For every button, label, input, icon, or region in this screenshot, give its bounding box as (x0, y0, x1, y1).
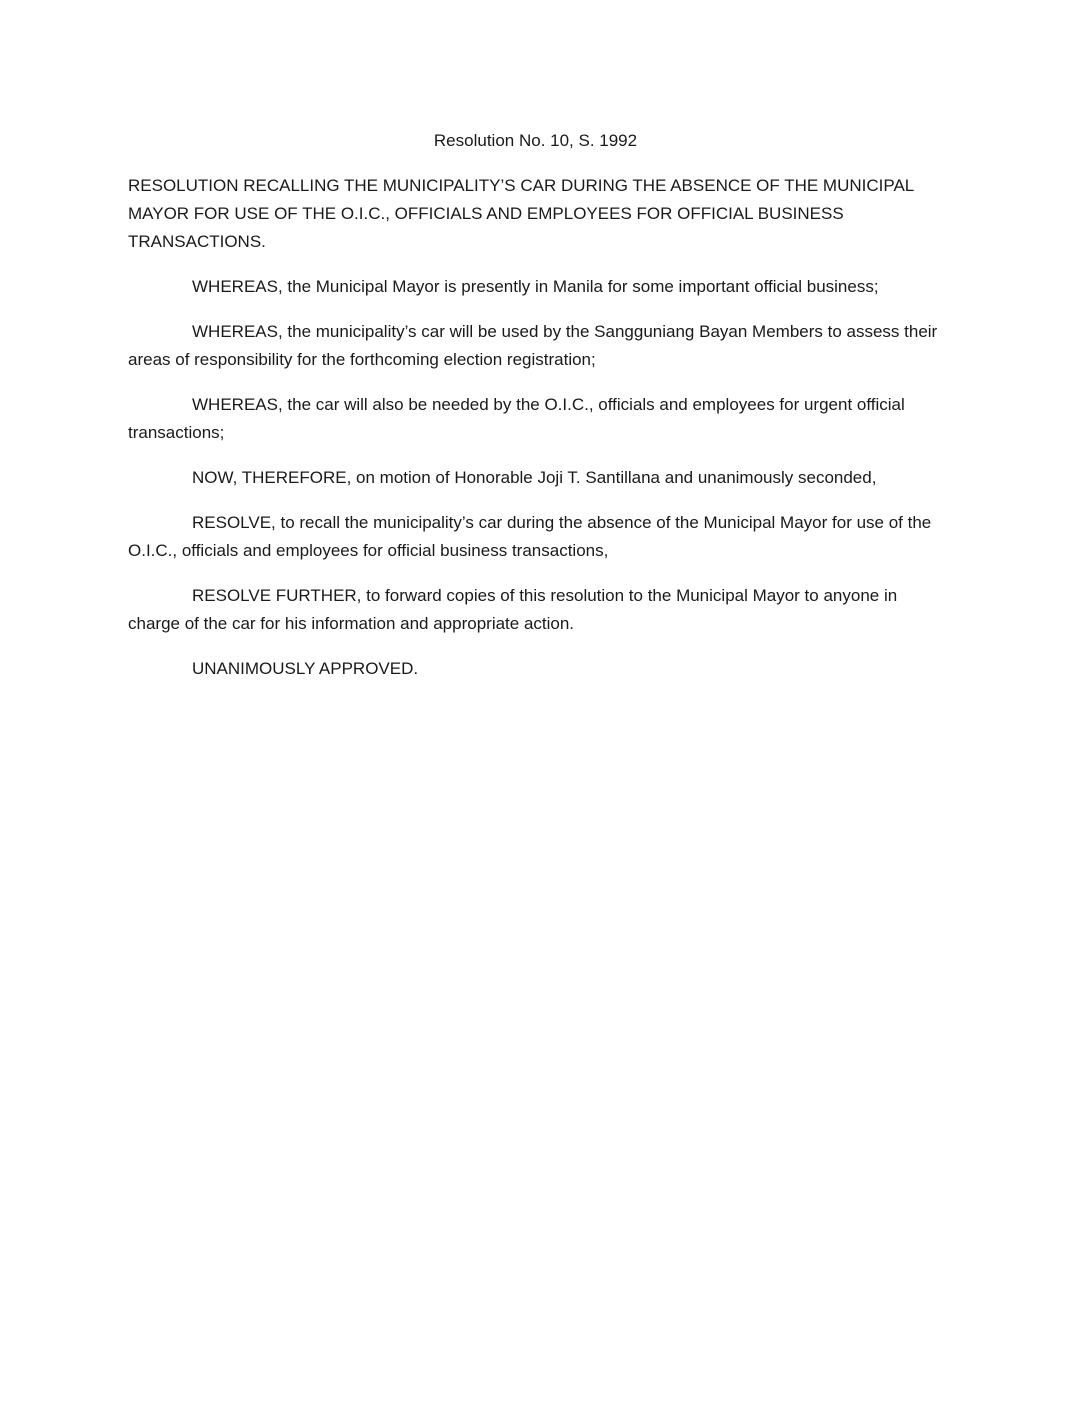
resolution-title: Resolution No. 10, S. 1992 (433, 131, 638, 150)
whereas-paragraph-2: WHEREAS, the municipality’s car will be used by the Sangguniang Bayan Members to assess their areas of responsibility for the forthcoming election registration; (128, 322, 938, 369)
whereas-paragraph-3: WHEREAS, the car will also be needed by the O.I.C., officials and employees for urgent official transactions; (128, 395, 905, 442)
therefore-paragraph: NOW, THEREFORE, on motion of Honorable Joji T. Santillana and unanimously seconded, (192, 468, 877, 487)
resolution-heading: RESOLUTION RECALLING THE MUNICIPALITY’S CAR DURING THE ABSENCE OF THE MUNICIPAL MAYOR FOR USE OF THE O.I.C., OFFICIALS AND EMPLOYEES FOR OFFICIAL BUSINESS TRANSACTIONS. (128, 176, 914, 251)
whereas-paragraph-1: WHEREAS, the Municipal Mayor is presently in Manila for some important official business; (192, 277, 879, 296)
document-body (128, 128, 943, 700)
approval-statement: UNANIMOUSLY APPROVED. (192, 659, 419, 678)
resolve-paragraph: RESOLVE, to recall the municipality’s car during the absence of the Municipal Mayor for use of the O.I.C., officials and employees for official business transactions, (128, 513, 932, 560)
resolve-further-paragraph: RESOLVE FURTHER, to forward copies of this resolution to the Municipal Mayor to anyone in charge of the car for his information and appropriate action. (128, 586, 898, 633)
